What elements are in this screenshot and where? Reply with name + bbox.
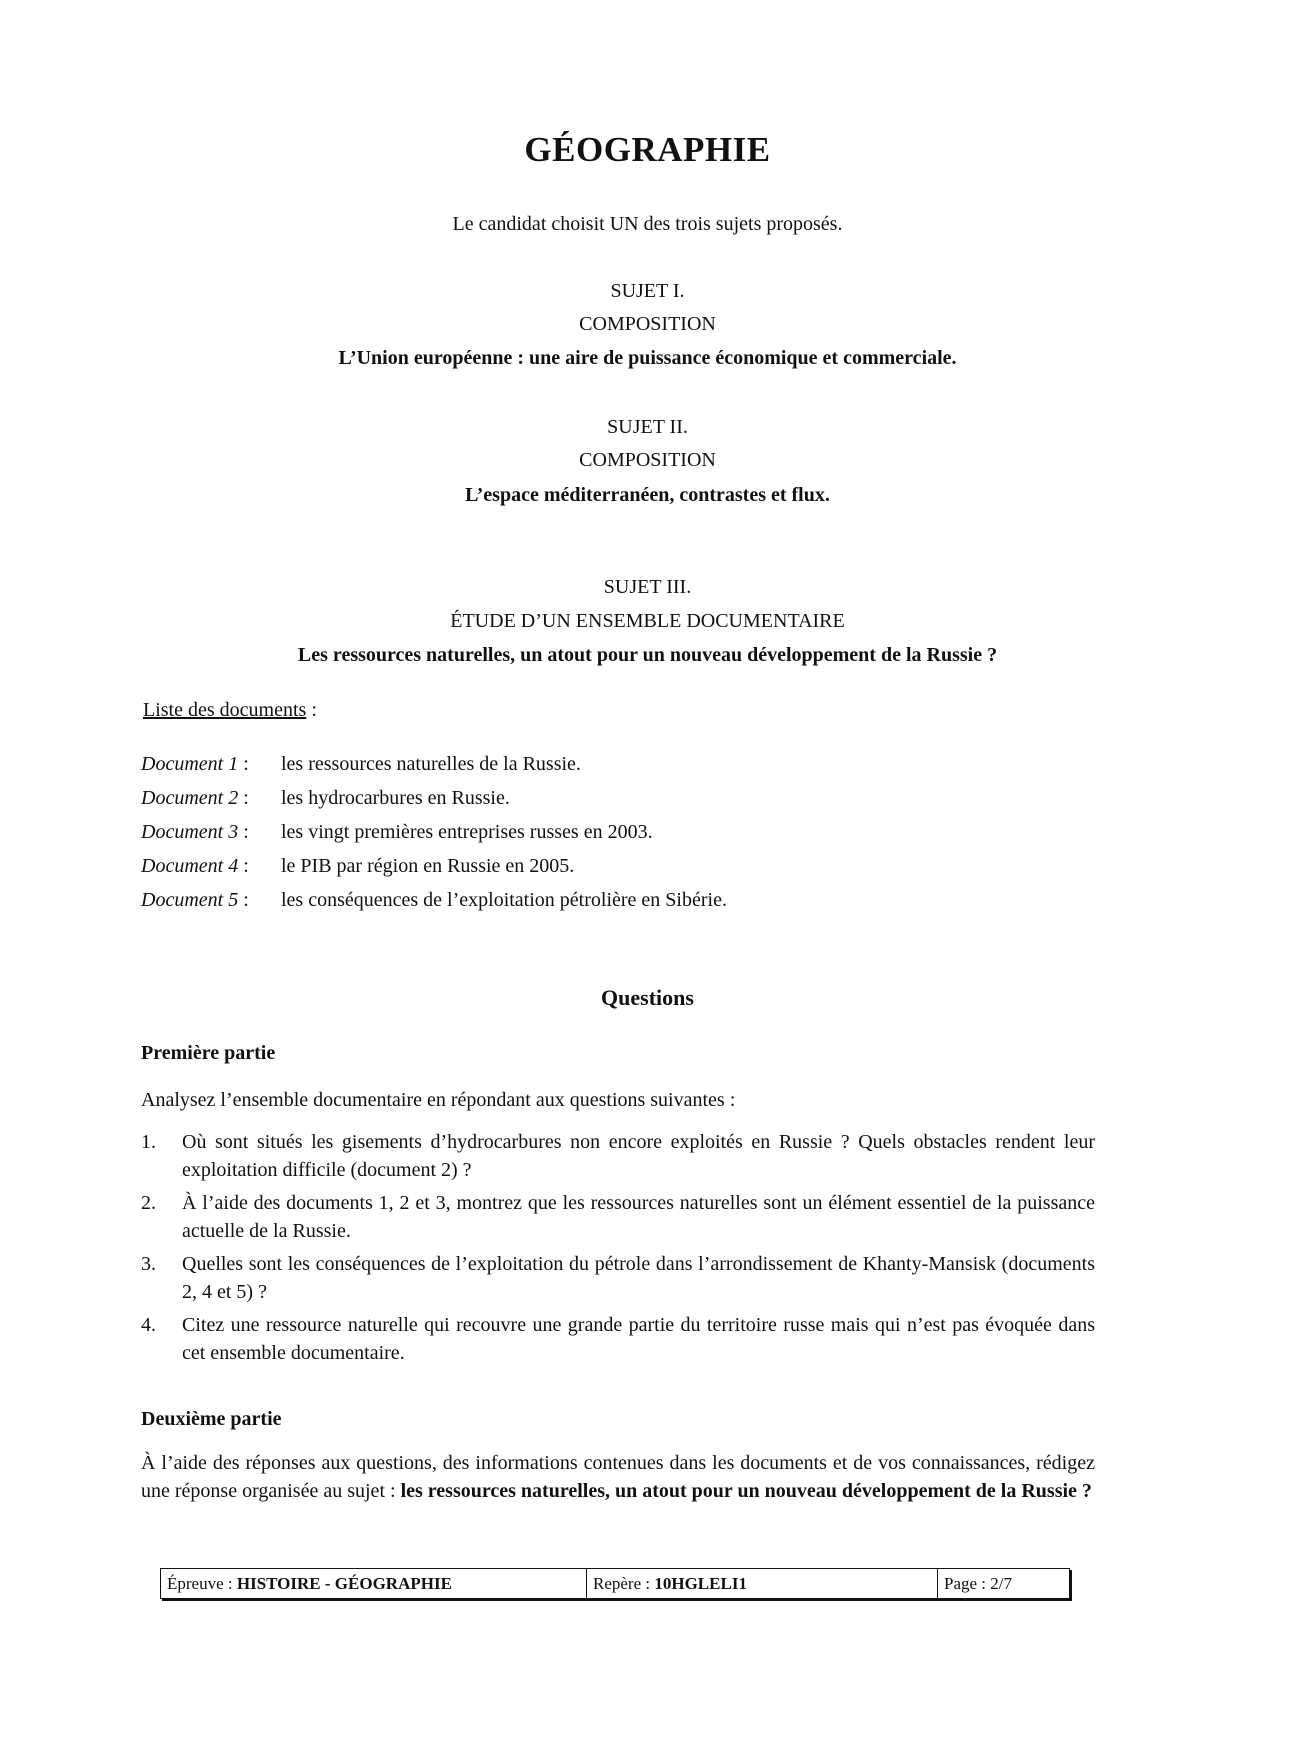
footer-epreuve-value: HISTOIRE - GÉOGRAPHIE <box>236 1574 452 1593</box>
document-item <box>141 855 574 878</box>
sujet-2-type: COMPOSITION <box>579 449 716 471</box>
document-text: le PIB par région en Russie en 2005. <box>281 855 575 877</box>
question-text: Quelles sont les conséquences de l’exploitation du pétrole dans l’arrondissement de Khanty-Mansisk (documents 2, 4 et 5) ? <box>182 1253 1095 1303</box>
document-item <box>141 787 510 810</box>
document-sep: : <box>238 753 249 775</box>
sujet-3-number: SUJET III. <box>603 576 692 598</box>
sujet-1-title: L’Union européenne : une aire de puissance économique et commerciale. <box>338 347 957 369</box>
document-label: Document 2 <box>141 787 239 809</box>
document-sep: : <box>238 821 249 843</box>
document-item <box>141 821 653 844</box>
sujet-2-title: L’espace méditerranéen, contrastes et flux. <box>465 484 830 506</box>
document-label: Document 4 <box>141 855 239 877</box>
question-item <box>141 1189 1095 1245</box>
question-number: 3. <box>141 1253 156 1275</box>
document-text: les ressources naturelles de la Russie. <box>281 753 581 775</box>
document-item <box>141 753 581 776</box>
part-1-heading: Première partie <box>141 1042 276 1064</box>
footer-page-number: Page : 2/7 <box>944 1574 1012 1593</box>
sujet-3-title: Les ressources naturelles, un atout pour un nouveau développement de la Russie ? <box>297 644 998 666</box>
part-2-text-plain: À l’aide des réponses aux questions, des informations contenues dans les documents et de vos connaissances, rédigez une réponse organisée au sujet : <box>141 1452 1095 1502</box>
footer-epreuve <box>161 1569 587 1598</box>
document-text: les hydrocarbures en Russie. <box>281 787 510 809</box>
documents-heading-suffix: : <box>306 699 317 721</box>
instruction-text: Le candidat choisit UN des trois sujets proposés. <box>452 213 843 235</box>
question-text: Citez une ressource naturelle qui recouvre une grande partie du territoire russe mais qui n’est pas évoquée dans cet ensemble documentaire. <box>182 1314 1095 1364</box>
document-sep: : <box>238 787 249 809</box>
footer-epreuve-label: Épreuve : <box>167 1574 237 1593</box>
document-label: Document 3 <box>141 821 239 843</box>
question-item <box>141 1128 1095 1184</box>
footer-table <box>160 1568 1070 1599</box>
sujet-1-number: SUJET I. <box>610 280 685 302</box>
questions-heading: Questions <box>601 985 694 1010</box>
question-item <box>141 1311 1095 1367</box>
documents-heading-label: Liste des documents <box>143 699 307 721</box>
question-number: 2. <box>141 1192 156 1214</box>
document-text: les vingt premières entreprises russes en 2003. <box>281 821 653 843</box>
footer-repere-value: 10HGLELI1 <box>654 1574 747 1593</box>
document-label: Document 5 <box>141 889 239 911</box>
document-label: Document 1 <box>141 753 239 775</box>
question-item <box>141 1250 1095 1306</box>
document-text: les conséquences de l’exploitation pétrolière en Sibérie. <box>281 889 727 911</box>
sujet-1-type: COMPOSITION <box>579 313 716 335</box>
question-number: 4. <box>141 1314 156 1336</box>
question-number: 1. <box>141 1131 156 1153</box>
documents-heading <box>143 699 317 722</box>
question-text: Où sont situés les gisements d’hydrocarbures non encore exploités en Russie ? Quels obstacles rendent leur exploitation difficile (document 2) ? <box>182 1131 1095 1181</box>
sujet-2-number: SUJET II. <box>607 416 688 438</box>
part-1-intro: Analysez l’ensemble documentaire en répondant aux questions suivantes : <box>141 1089 736 1111</box>
document-sep: : <box>238 889 249 911</box>
footer-repere-label: Repère : <box>593 1574 655 1593</box>
part-2-text-bold: les ressources naturelles, un atout pour un nouveau développement de la Russie ? <box>400 1480 1092 1502</box>
sujet-3-type: ÉTUDE D’UN ENSEMBLE DOCUMENTAIRE <box>450 610 845 632</box>
document-item <box>141 889 727 912</box>
question-text: À l’aide des documents 1, 2 et 3, montrez que les ressources naturelles sont un élément essentiel de la puissance actuelle de la Russie. <box>182 1192 1095 1242</box>
page-title: GÉOGRAPHIE <box>524 130 771 169</box>
part-2-heading: Deuxième partie <box>141 1408 282 1430</box>
footer-repere <box>587 1569 938 1598</box>
part-2-text <box>141 1449 1095 1505</box>
document-sep: : <box>238 855 249 877</box>
